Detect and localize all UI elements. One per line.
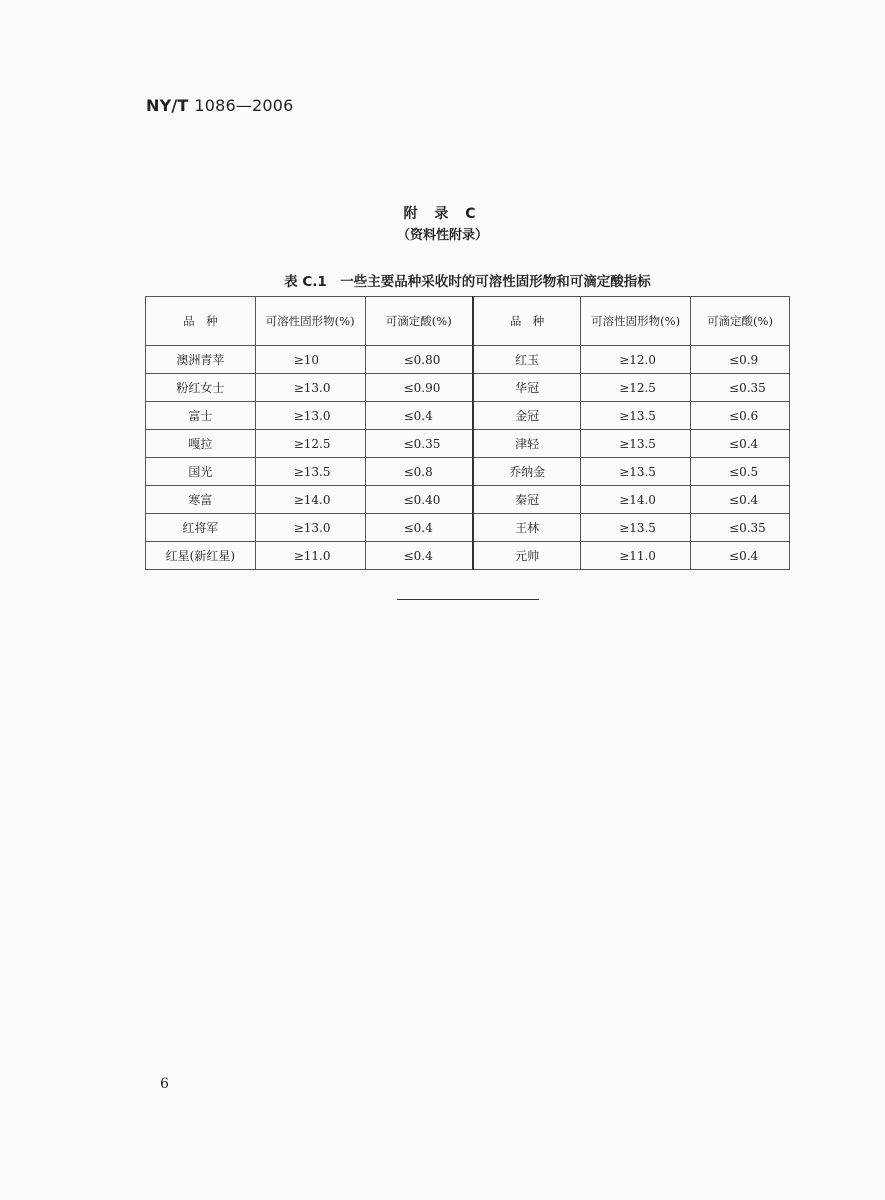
cell-variety: 元帅: [473, 542, 581, 570]
end-rule: [397, 599, 539, 600]
table-caption: 表 C.1 一些主要品种采收时的可溶性固形物和可滴定酸指标: [284, 274, 651, 290]
cell-variety: 红星(新红星): [146, 542, 256, 570]
cell-soluble-solids: ≥12.5: [581, 374, 691, 402]
cell-soluble-solids: ≥13.0: [255, 402, 365, 430]
cell-soluble-solids: ≥12.5: [255, 430, 365, 458]
cell-variety: 乔纳金: [473, 458, 581, 486]
cell-titratable-acid: ≤0.35: [691, 374, 790, 402]
page-number: 6: [160, 1076, 169, 1092]
header-variety: 品 种: [473, 297, 581, 346]
cell-titratable-acid: ≤0.8: [365, 458, 473, 486]
cell-titratable-acid: ≤0.5: [691, 458, 790, 486]
cell-titratable-acid: ≤0.4: [365, 542, 473, 570]
table-row: [146, 486, 790, 514]
cell-titratable-acid: ≤0.4: [365, 514, 473, 542]
cell-titratable-acid: ≤0.4: [691, 430, 790, 458]
cell-soluble-solids: ≥13.5: [255, 458, 365, 486]
cell-variety: 国光: [146, 458, 256, 486]
variety-index-table: [145, 296, 790, 570]
cell-soluble-solids: ≥13.5: [581, 514, 691, 542]
cell-soluble-solids: ≥13.5: [581, 430, 691, 458]
cell-soluble-solids: ≥11.0: [581, 542, 691, 570]
header-variety: 品 种: [146, 297, 256, 346]
table-row: [146, 430, 790, 458]
cell-titratable-acid: ≤0.9: [691, 346, 790, 374]
table-row: [146, 542, 790, 570]
cell-titratable-acid: ≤0.40: [365, 486, 473, 514]
table-row: [146, 458, 790, 486]
cell-titratable-acid: ≤0.90: [365, 374, 473, 402]
cell-variety: 寒富: [146, 486, 256, 514]
table-row: [146, 514, 790, 542]
cell-titratable-acid: ≤0.35: [691, 514, 790, 542]
cell-variety: 王林: [473, 514, 581, 542]
header-soluble-solids: 可溶性固形物(%): [255, 297, 365, 346]
cell-variety: 富士: [146, 402, 256, 430]
cell-titratable-acid: ≤0.4: [691, 486, 790, 514]
cell-soluble-solids: ≥13.0: [255, 514, 365, 542]
cell-variety: 红玉: [473, 346, 581, 374]
header-titratable-acid: 可滴定酸(%): [691, 297, 790, 346]
annex-title: 附 录 C: [403, 206, 482, 222]
standard-code: [146, 96, 294, 115]
annex-subtitle: （资料性附录）: [396, 228, 488, 243]
cell-soluble-solids: ≥11.0: [255, 542, 365, 570]
cell-variety: 红将军: [146, 514, 256, 542]
header-soluble-solids: 可溶性固形物(%): [581, 297, 691, 346]
cell-titratable-acid: ≤0.35: [365, 430, 473, 458]
cell-soluble-solids: ≥13.0: [255, 374, 365, 402]
cell-titratable-acid: ≤0.4: [365, 402, 473, 430]
cell-soluble-solids: ≥14.0: [581, 486, 691, 514]
cell-soluble-solids: ≥10: [255, 346, 365, 374]
cell-variety: 秦冠: [473, 486, 581, 514]
cell-variety: 津轻: [473, 430, 581, 458]
cell-soluble-solids: ≥13.5: [581, 402, 691, 430]
cell-variety: 嘎拉: [146, 430, 256, 458]
cell-variety: 华冠: [473, 374, 581, 402]
cell-soluble-solids: ≥12.0: [581, 346, 691, 374]
cell-titratable-acid: ≤0.6: [691, 402, 790, 430]
standard-code-prefix: NY/T: [146, 96, 189, 115]
table-row: [146, 346, 790, 374]
cell-titratable-acid: ≤0.80: [365, 346, 473, 374]
cell-soluble-solids: ≥14.0: [255, 486, 365, 514]
table-row: [146, 402, 790, 430]
table-row: [146, 374, 790, 402]
cell-soluble-solids: ≥13.5: [581, 458, 691, 486]
cell-variety: 澳洲青苹: [146, 346, 256, 374]
table-header-row: [146, 297, 790, 346]
header-titratable-acid: 可滴定酸(%): [365, 297, 473, 346]
cell-titratable-acid: ≤0.4: [691, 542, 790, 570]
cell-variety: 金冠: [473, 402, 581, 430]
standard-code-number: 1086—2006: [194, 96, 294, 115]
cell-variety: 粉红女士: [146, 374, 256, 402]
